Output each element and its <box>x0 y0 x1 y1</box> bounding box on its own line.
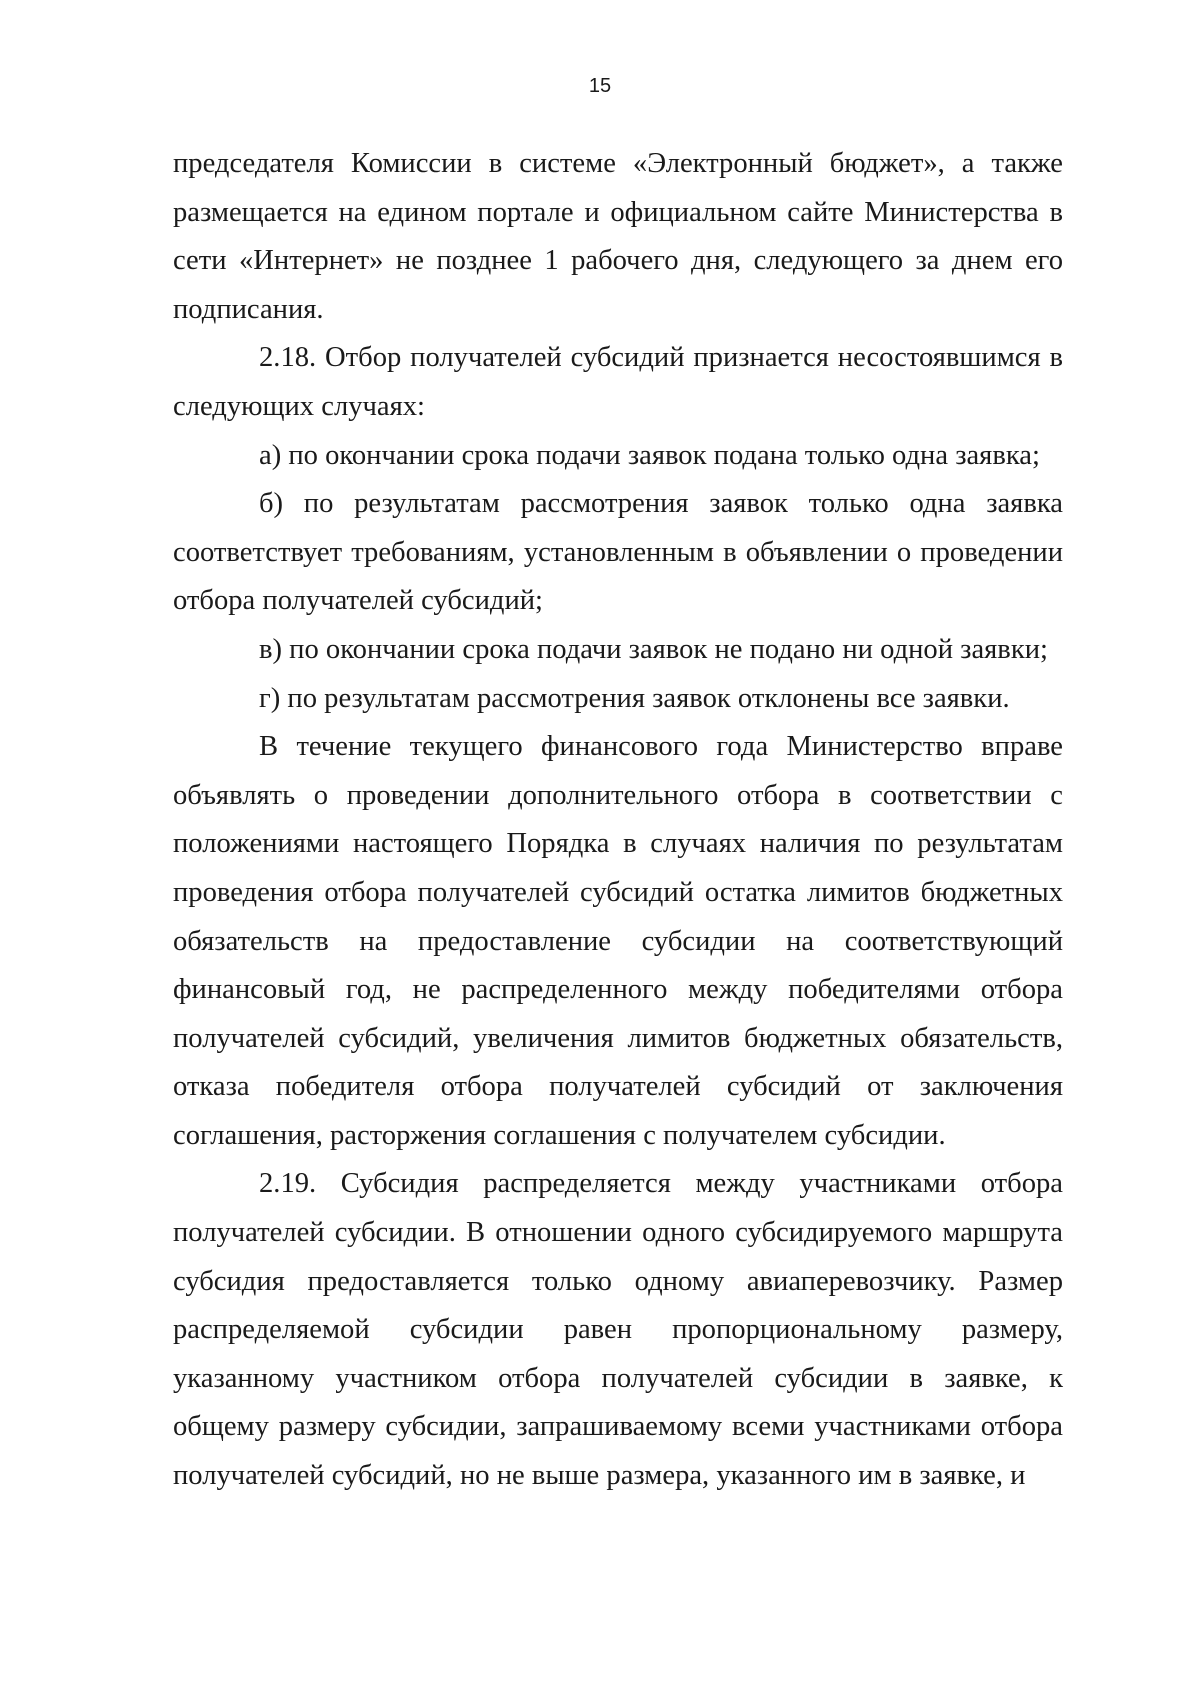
paragraph-2-19: 2.19. Субсидия распределяется между участниками отбора получателей субсидии. В отношении одного субсидируемого маршрута субсидия предоставляется только одному авиаперевозчику. Размер распределяемой субсидии равен пропорциональному размеру, указанному участником отбора получателей субсидии в заявке, к общему размеру субсидии, запрашиваемому всеми участниками отбора получателей субсидий, но не выше размера, указанного им в заявке, и <box>173 1168 1063 1492</box>
paragraph-continuation: председателя Комиссии в системе «Электронный бюджет», а также размещается на едином портале и официальном сайте Министерства в сети «Интернет» не позднее 1 рабочего дня, следующего за днем его подписания. <box>173 148 1063 325</box>
paragraph-2-18: 2.18. Отбор получателей субсидий признается несостоявшимся в следующих случаях: <box>173 342 1063 422</box>
page-number: 15 <box>588 75 612 97</box>
list-item-a: а) по окончании срока подачи заявок подана только одна заявка; <box>259 439 1040 471</box>
list-item-v: в) по окончании срока подачи заявок не подано ни одной заявки; <box>259 633 1048 665</box>
paragraph-additional-selection: В течение текущего финансового года Министерство вправе объявлять о проведении дополнительного отбора в соответствии с положениями настоящего Порядка в случаях наличия по результатам проведения отбора получателей субсидий остатка лимитов бюджетных обязательств на предоставление субсидии на соответствующий финансовый год, не распределенного между победителями отбора получателей субсидий, увеличения лимитов бюджетных обязательств, отказа победителя отбора получателей субсидий от заключения соглашения, расторжения соглашения с получателем субсидии. <box>173 731 1063 1151</box>
document-body <box>173 140 1063 1501</box>
list-item-g: г) по результатам рассмотрения заявок отклонены все заявки. <box>259 682 1010 714</box>
list-item-b: б) по результатам рассмотрения заявок только одна заявка соответствует требованиям, установленным в объявлении о проведении отбора получателей субсидий; <box>173 488 1063 617</box>
